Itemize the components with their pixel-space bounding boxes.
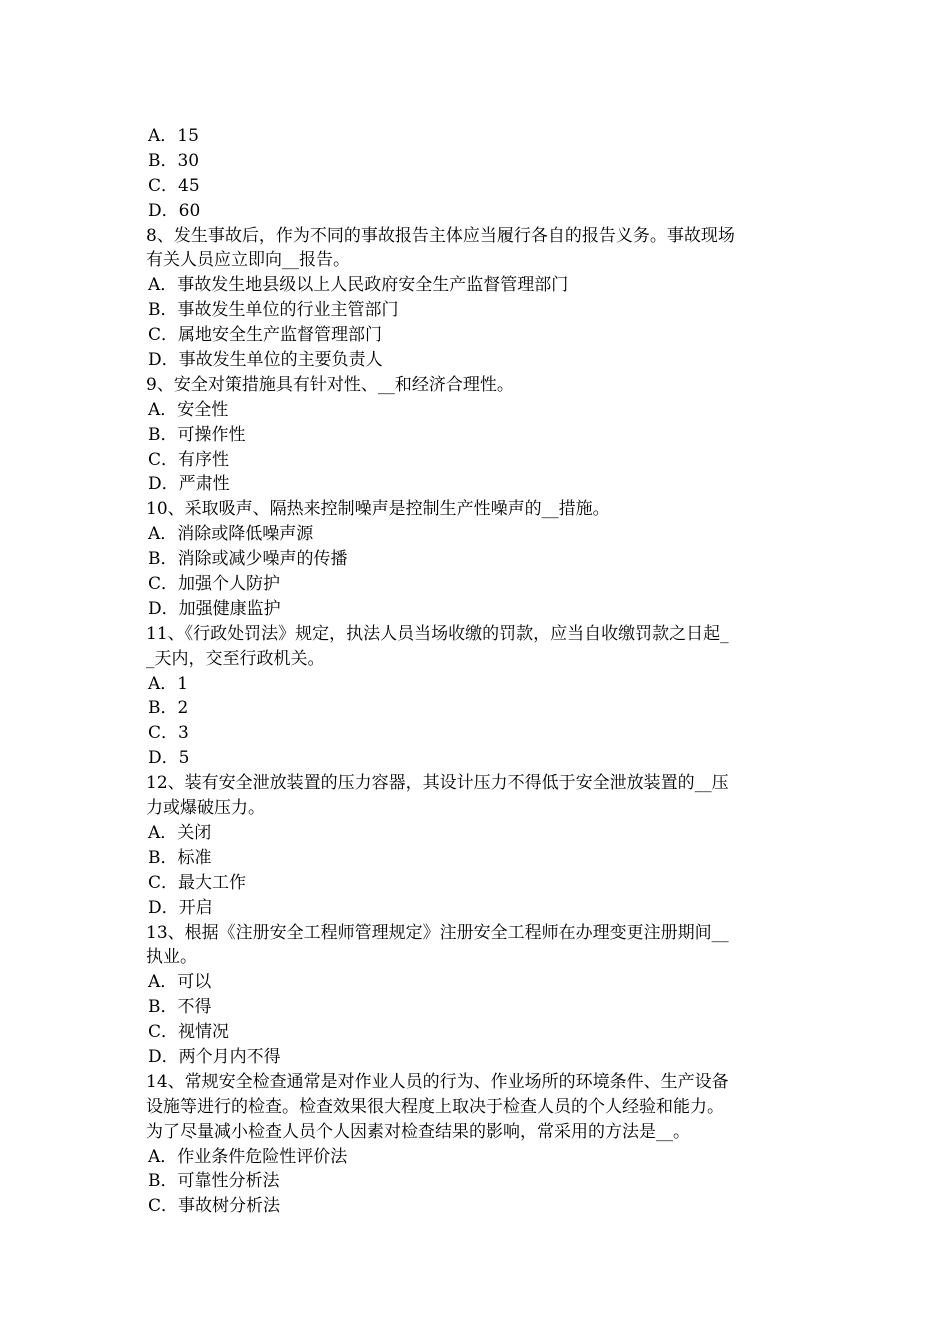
option: C．视情况 [148, 1022, 230, 1043]
option: C．3 [148, 723, 189, 744]
question-text: 13、根据《注册安全工程师管理规定》注册安全工程师在办理变更注册期间__ [146, 922, 729, 943]
question-10 [146, 497, 810, 621]
question-text: 执业。 [146, 947, 197, 968]
option: B．标准 [148, 847, 212, 868]
question-text: 设施等进行的检查。检查效果很大程度上取决于检查人员的个人经验和能力。 [146, 1096, 724, 1117]
option: B．30 [148, 150, 200, 171]
option: A．安全性 [148, 399, 229, 420]
option: C．加强个人防护 [148, 574, 281, 595]
option: B．可靠性分析法 [148, 1171, 280, 1192]
question-text: 11、《行政处罚法》规定，执法人员当场收缴的罚款，应当自收缴罚款之日起_ [146, 623, 729, 644]
question-text: 10、采取吸声、隔热来控制噪声是控制生产性噪声的__措施。 [146, 499, 610, 520]
option: C．有序性 [148, 449, 230, 470]
question-text: 9、安全对策措施具有针对性、__和经济合理性。 [146, 374, 514, 395]
option: C．45 [148, 175, 200, 196]
question-9 [146, 373, 810, 497]
option: A．可以 [148, 972, 212, 993]
option: D．开启 [148, 897, 213, 918]
option: D．60 [148, 200, 201, 221]
question-text: 有关人员应立即向__报告。 [146, 250, 350, 271]
option: C．属地安全生产监督管理部门 [148, 325, 383, 346]
option: B．事故发生单位的行业主管部门 [148, 300, 399, 321]
question-14 [146, 1070, 810, 1219]
question-text: 12、装有安全泄放装置的压力容器，其设计压力不得低于安全泄放装置的__压 [146, 773, 729, 794]
option: A．作业条件危险性评价法 [148, 1146, 348, 1167]
document-body [146, 124, 810, 1219]
option: B．消除或减少噪声的传播 [148, 549, 348, 570]
question-text: _天内，交至行政机关。 [146, 648, 325, 669]
question-13 [146, 921, 810, 1070]
question-text: 8、发生事故后，作为不同的事故报告主体应当履行各自的报告义务。事故现场 [146, 225, 735, 246]
option: D．严肃性 [148, 474, 230, 495]
option: A．关闭 [148, 822, 212, 843]
option: B．可操作性 [148, 424, 246, 445]
option: B．2 [148, 698, 189, 719]
option: A．15 [148, 126, 199, 146]
option: D．两个月内不得 [148, 1046, 281, 1067]
question-text: 力或爆破压力。 [146, 798, 265, 819]
option: D．事故发生单位的主要负责人 [148, 350, 383, 371]
question-text: 14、常规安全检查通常是对作业人员的行为、作业场所的环境条件、生产设备 [146, 1071, 729, 1092]
option: A．事故发生地县级以上人民政府安全生产监督管理部门 [148, 275, 569, 296]
option: A．消除或降低噪声源 [148, 524, 314, 545]
option: C．最大工作 [148, 872, 247, 893]
option: A．1 [148, 673, 189, 694]
option: C．事故树分析法 [148, 1196, 281, 1217]
option: B．不得 [148, 997, 212, 1018]
question-8 [146, 224, 810, 373]
question-12 [146, 771, 810, 920]
question-11 [146, 622, 810, 771]
question-text: 为了尽量减小检查人员个人因素对检查结果的影响，常采用的方法是__。 [146, 1121, 690, 1142]
option: D．5 [148, 748, 190, 769]
prev-question-options [146, 124, 810, 224]
option: D．加强健康监护 [148, 598, 281, 619]
